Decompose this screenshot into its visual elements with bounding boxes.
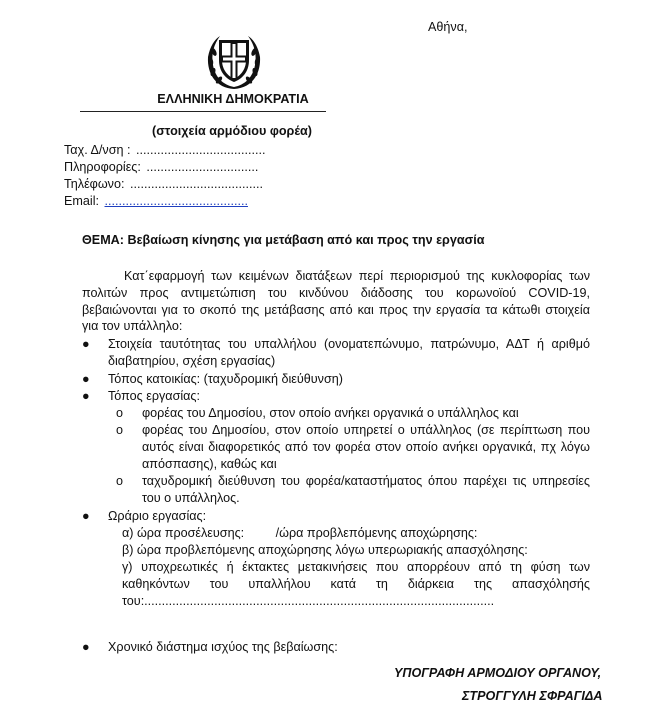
authority-placeholder: (στοιχεία αρμόδιου φορέα) <box>152 124 312 138</box>
address-label: Ταχ. Δ/νση : <box>64 143 131 157</box>
bullet-dot-icon: ● <box>82 389 90 403</box>
bullet-schedule-text: Ωράριο εργασίας: <box>108 509 207 523</box>
circle-bullet-icon: o <box>116 406 124 420</box>
workplace-item-text: φορέας του Δημοσίου, στον οποίο υπηρετεί ο υπάλληλος (σε περίπτωση που αυτός είναι διαφορετικός από τον φορέα στον οποίο ανήκει οργανικά, πχ λόγω απόσπασης), καθώς και <box>142 423 590 471</box>
bullet-dot-icon: ● <box>82 509 90 523</box>
schedule-line-b: β) ώρα προβλεπόμενης αποχώρησης λόγω υπερωριακής απασχόλησης: <box>122 543 528 557</box>
info-field <box>64 160 258 174</box>
bullet-dot-icon: ● <box>82 640 90 654</box>
phone-label: Τηλέφωνο: <box>64 177 125 191</box>
bullet-workplace-text: Τόπος εργασίας: <box>108 389 200 403</box>
bullet-residence <box>82 371 590 388</box>
bullet-identity <box>82 336 590 370</box>
bullet-dot-icon: ● <box>82 372 90 386</box>
workplace-item <box>116 473 590 507</box>
place-date: Αθήνα, <box>428 20 468 34</box>
email-field <box>64 194 248 208</box>
seal-label: ΣΤΡΟΓΓΥΛΗ ΣΦΡΑΓΙΔΑ <box>462 689 603 703</box>
info-label: Πληροφορίες: <box>64 160 141 174</box>
bullet-identity-text: Στοιχεία ταυτότητας του υπαλλήλου (ονοματεπώνυμο, πατρώνυμο, ΑΔΤ ή αριθμό διαβατηρίου, σχέση εργασίας) <box>108 337 590 368</box>
signature-title: ΥΠΟΓΡΑΦΗ ΑΡΜΟΔΙΟΥ ΟΡΓΑΝΟΥ, <box>394 666 602 680</box>
workplace-item <box>116 422 590 473</box>
bullet-schedule <box>82 508 590 525</box>
phone-field <box>64 177 263 191</box>
workplace-item-text: ταχυδρομική διεύθυνση του φορέα/καταστήματος όπου παρέχει τις υπηρεσίες του ο υπάλληλος. <box>142 474 590 505</box>
intro-text: Κατ΄εφαρμογή των κειμένων διατάξεων περί περιορισμού της κυκλοφορίας των πολιτών προς αντιμετώπιση του κινδύνου διάδοσης του κορωνοϊού COVID-19, βεβαιώνονται για το σκοπό της μετάβασης από και προς την εργασία τα κάτωθι στοιχεία για τον υπάλληλο: <box>82 269 590 334</box>
workplace-item-text: φορέας του Δημοσίου, στον οποίο ανήκει οργανικά ο υπάλληλος και <box>142 406 519 420</box>
email-link[interactable]: ......................................... <box>104 194 248 208</box>
header-divider <box>80 111 326 112</box>
address-value: ..................................... <box>136 143 266 157</box>
phone-value: ...................................... <box>129 177 263 191</box>
republic-title: ΕΛΛΗΝΙΚΗ ΔΗΜΟΚΡΑΤΙΑ <box>157 92 309 106</box>
bullet-workplace <box>82 388 590 405</box>
intro-paragraph <box>82 268 590 335</box>
schedule-line-c: γ) υποχρεωτικές ή έκτακτες μετακινήσεις που απορρέουν από τη φύση των καθηκόντων του υπαλλήλου κατά τη διάρκεια της απασχόλησής του:.................................................................................................... <box>122 560 590 608</box>
email-label: Email: <box>64 194 99 208</box>
bullet-residence-text: Τόπος κατοικίας: (ταχυδρομική διεύθυνση) <box>108 372 343 386</box>
subject-line: ΘΕΜΑ: Βεβαίωση κίνησης για μετάβαση από και προς την εργασία <box>82 233 485 247</box>
bullet-dot-icon: ● <box>82 337 90 351</box>
circle-bullet-icon: o <box>116 423 124 437</box>
schedule-line-a: α) ώρα προσέλευσης: /ώρα προβλεπόμενης αποχώρησης: <box>122 526 478 540</box>
greek-coat-of-arms-icon <box>204 30 264 92</box>
address-field <box>64 143 265 157</box>
info-value: ................................ <box>146 160 259 174</box>
bullet-validity <box>82 639 590 656</box>
bullet-validity-text: Χρονικό διάστημα ισχύος της βεβαίωσης: <box>108 640 338 654</box>
workplace-item <box>116 405 590 422</box>
circle-bullet-icon: o <box>116 474 124 488</box>
